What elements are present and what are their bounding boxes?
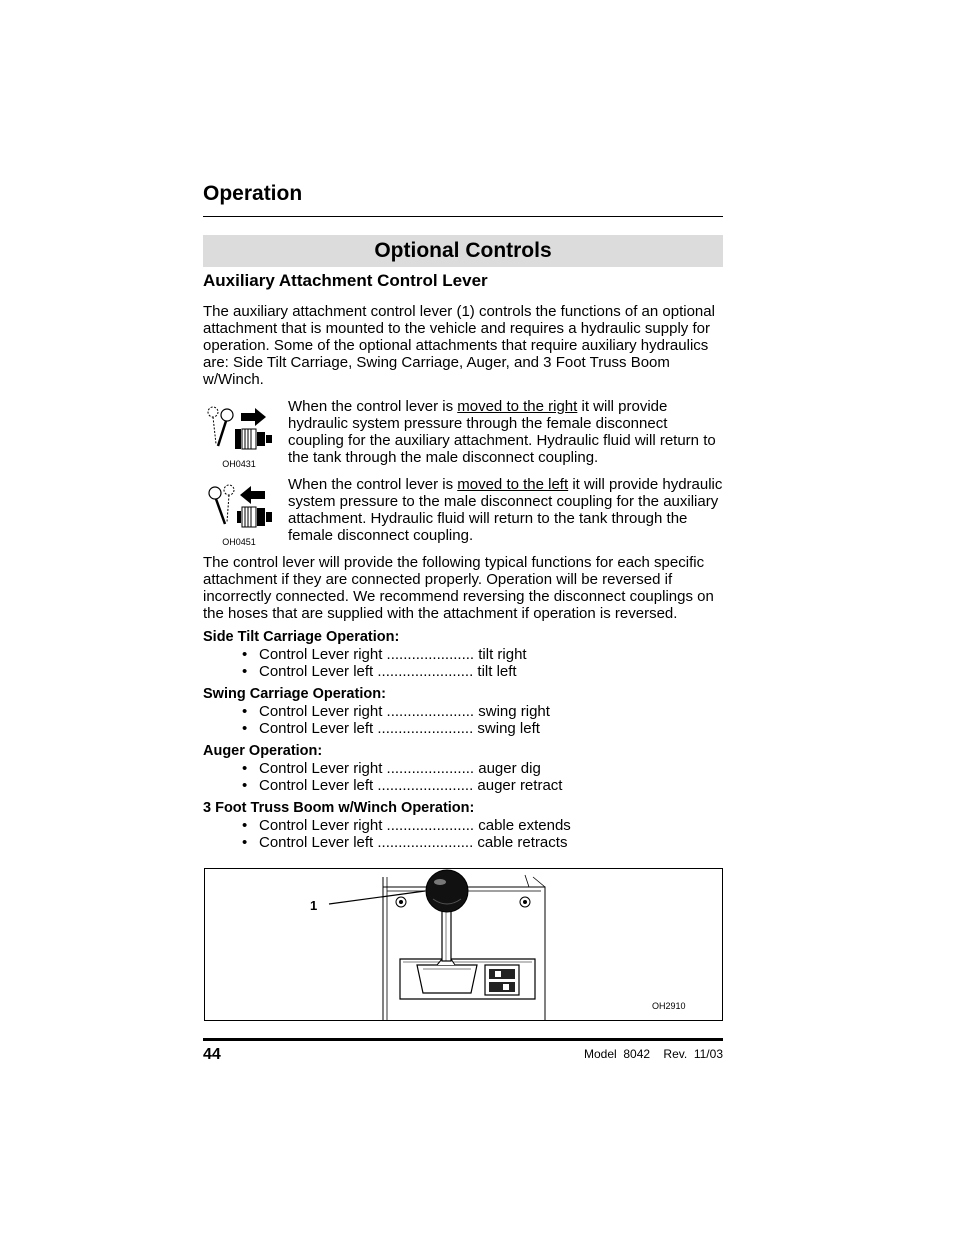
lever-left-code: OH0451 [222,537,256,547]
moved-right-underline: moved to the right [457,398,578,415]
banner-title: Optional Controls [374,239,552,262]
intro-paragraph: The auxiliary attachment control lever (1) controls the functions of an optional attachment that is mounted to the vehicle and requires a hydraulic supply for operation. Some of the optional attachments that require auxiliary hydraulics are: Side Tilt Carriage, Swing Carriage, Auger, and 3 Foot Truss Boom w/Winch. [203,303,715,388]
operation-title: Swing Carriage Operation: [203,686,386,702]
operation-title: Auger Operation: [203,743,323,759]
list-item: • Control Lever left ....................... tilt left [242,663,517,680]
operation-block [203,686,723,737]
typical-functions-paragraph: The control lever will provide the following typical functions for each specific attachment if they are connected properly. Operation will be reversed if incorrectly connected. We recommend reversing the disconnect couplings on the hoses that are supplied with the attachment if operation is reversed. [203,554,714,622]
footer-divider [203,1038,723,1041]
header-divider [203,216,723,217]
callout-1-label: 1 [310,898,318,913]
control-lever-figure [204,868,723,1021]
figure-code: OH2910 [652,1001,686,1011]
list-item: • Control Lever left ....................... cable retracts [242,834,568,851]
banner [203,235,723,267]
moved-left-underline: moved to the left [457,476,569,493]
page-number: 44 [203,1046,221,1063]
operation-title: 3 Foot Truss Boom w/Winch Operation: [203,800,475,816]
list-item: • Control Lever right ..................... cable extends [242,817,571,834]
right-paragraph: When the control lever is moved to the right it will provide hydraulic system pressure through the female disconnect coupling for the auxiliary attachment. Hydraulic fluid will return to the tank through the male disconnect coupling. [288,398,716,466]
list-item: • Control Lever left ....................... swing left [242,720,540,737]
operation-block [203,800,723,851]
operation-title: Side Tilt Carriage Operation: [203,629,400,645]
list-item: • Control Lever right ..................... swing right [242,703,550,720]
list-item: • Control Lever right ..................... tilt right [242,646,527,663]
left-paragraph: When the control lever is moved to the left it will provide hydraulic system pressure to the male disconnect coupling for the auxiliary attachment. Hydraulic fluid will return to the tank through the female disconnect coupling. [288,476,723,544]
list-item: • Control Lever left ....................... auger retract [242,777,563,794]
section-title: Operation [203,182,303,205]
lever-right-icon [203,404,275,469]
list-item: • Control Lever right ..................... auger dig [242,760,541,777]
footer-model-revision: Model 8042 Rev. 11/03 [584,1047,723,1061]
lever-right-code: OH0431 [222,459,256,469]
operations-list [203,629,723,857]
subsection-title: Auxiliary Attachment Control Lever [203,271,488,290]
lever-left-icon [203,482,275,547]
operation-block [203,743,723,794]
operation-block [203,629,723,680]
